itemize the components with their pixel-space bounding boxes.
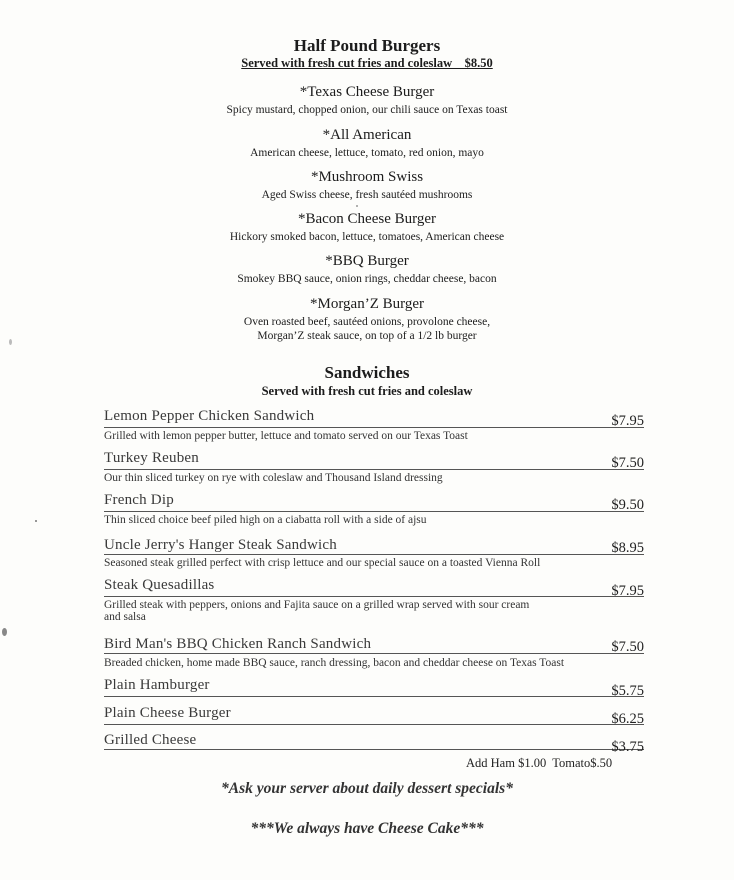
item-price: $5.75 (611, 683, 644, 699)
item-price: $7.50 (611, 455, 644, 471)
item-desc: Seasoned steak grilled perfect with crisp lettuce and our special sauce on a toasted Vienna Roll (104, 557, 541, 569)
burger-desc: Aged Swiss cheese, fresh sautéed mushrooms (261, 189, 473, 201)
burger-name: *BBQ Burger (325, 253, 409, 269)
burger-name: *Morgan’Z Burger (309, 296, 424, 312)
item-price: $7.50 (611, 639, 644, 655)
item-name: Uncle Jerry's Hanger Steak Sandwich (104, 537, 337, 553)
scan-speck (2, 628, 7, 636)
burger-desc: American cheese, lettuce, tomato, red onion, mayo (250, 147, 484, 159)
item-desc: Our thin sliced turkey on rye with coleslaw and Thousand Island dressing (104, 472, 443, 484)
item-price: $6.25 (611, 711, 644, 727)
item-desc-continued: and salsa (104, 611, 146, 623)
burger-desc-continued: Morgan’Z steak sauce, on top of a 1/2 lb burger (257, 330, 477, 342)
item-underline (104, 554, 644, 555)
scan-speck (35, 520, 37, 522)
item-price: $8.95 (611, 540, 644, 556)
item-name: Grilled Cheese (104, 732, 197, 748)
item-desc: Grilled with lemon pepper butter, lettuce and tomato served on our Texas Toast (104, 430, 468, 442)
dessert-specials-note: *Ask your server about daily dessert specials* (221, 780, 513, 797)
burger-desc: Hickory smoked bacon, lettuce, tomatoes, American cheese (229, 231, 505, 243)
burger-name: *Bacon Cheese Burger (297, 211, 437, 227)
burger-desc: Spicy mustard, chopped onion, our chili sauce on Texas toast (226, 104, 508, 116)
item-desc: Thin sliced choice beef piled high on a ciabatta roll with a side of ajsu (104, 514, 427, 526)
item-underline (104, 653, 644, 654)
addons-note: Add Ham $1.00 Tomato$.50 (466, 756, 613, 770)
item-name: French Dip (104, 492, 174, 508)
item-desc: Grilled steak with peppers, onions and Fajita sauce on a grilled wrap served with sour cream (104, 599, 530, 611)
burger-desc: Smokey BBQ sauce, onion rings, cheddar cheese, bacon (237, 273, 497, 285)
item-underline (104, 469, 644, 470)
item-underline (104, 511, 644, 512)
sandwiches-heading: Sandwiches (324, 363, 410, 382)
item-price: $7.95 (611, 413, 644, 429)
item-underline (104, 596, 644, 597)
item-underline (104, 749, 644, 750)
scan-speck (9, 339, 12, 345)
item-name: Turkey Reuben (104, 450, 199, 466)
item-underline (104, 427, 644, 428)
burger-desc: Oven roasted beef, sautéed onions, provolone cheese, (243, 316, 491, 328)
item-name: Plain Cheese Burger (104, 705, 231, 721)
item-price: $9.50 (611, 497, 644, 513)
item-price: $7.95 (611, 583, 644, 599)
scan-speck (356, 205, 358, 207)
burgers-subtitle: Served with fresh cut fries and coleslaw $8.50 (241, 56, 493, 70)
item-name: Bird Man's BBQ Chicken Ranch Sandwich (104, 636, 372, 652)
item-desc: Breaded chicken, home made BBQ sauce, ranch dressing, bacon and cheddar cheese on Texas Toast (104, 657, 565, 669)
item-name: Steak Quesadillas (104, 577, 215, 593)
sandwiches-subtitle: Served with fresh cut fries and coleslaw (261, 384, 473, 398)
burger-name: *Texas Cheese Burger (299, 84, 435, 100)
item-underline (104, 724, 644, 725)
burger-name: *Mushroom Swiss (310, 169, 424, 185)
burger-name: *All American (322, 127, 412, 143)
item-underline (104, 696, 644, 697)
cheese-cake-note: ***We always have Cheese Cake*** (250, 820, 484, 837)
item-name: Lemon Pepper Chicken Sandwich (104, 408, 315, 424)
item-price: $3.75 (611, 739, 644, 755)
burgers-heading: Half Pound Burgers (293, 36, 441, 55)
item-name: Plain Hamburger (104, 677, 210, 693)
